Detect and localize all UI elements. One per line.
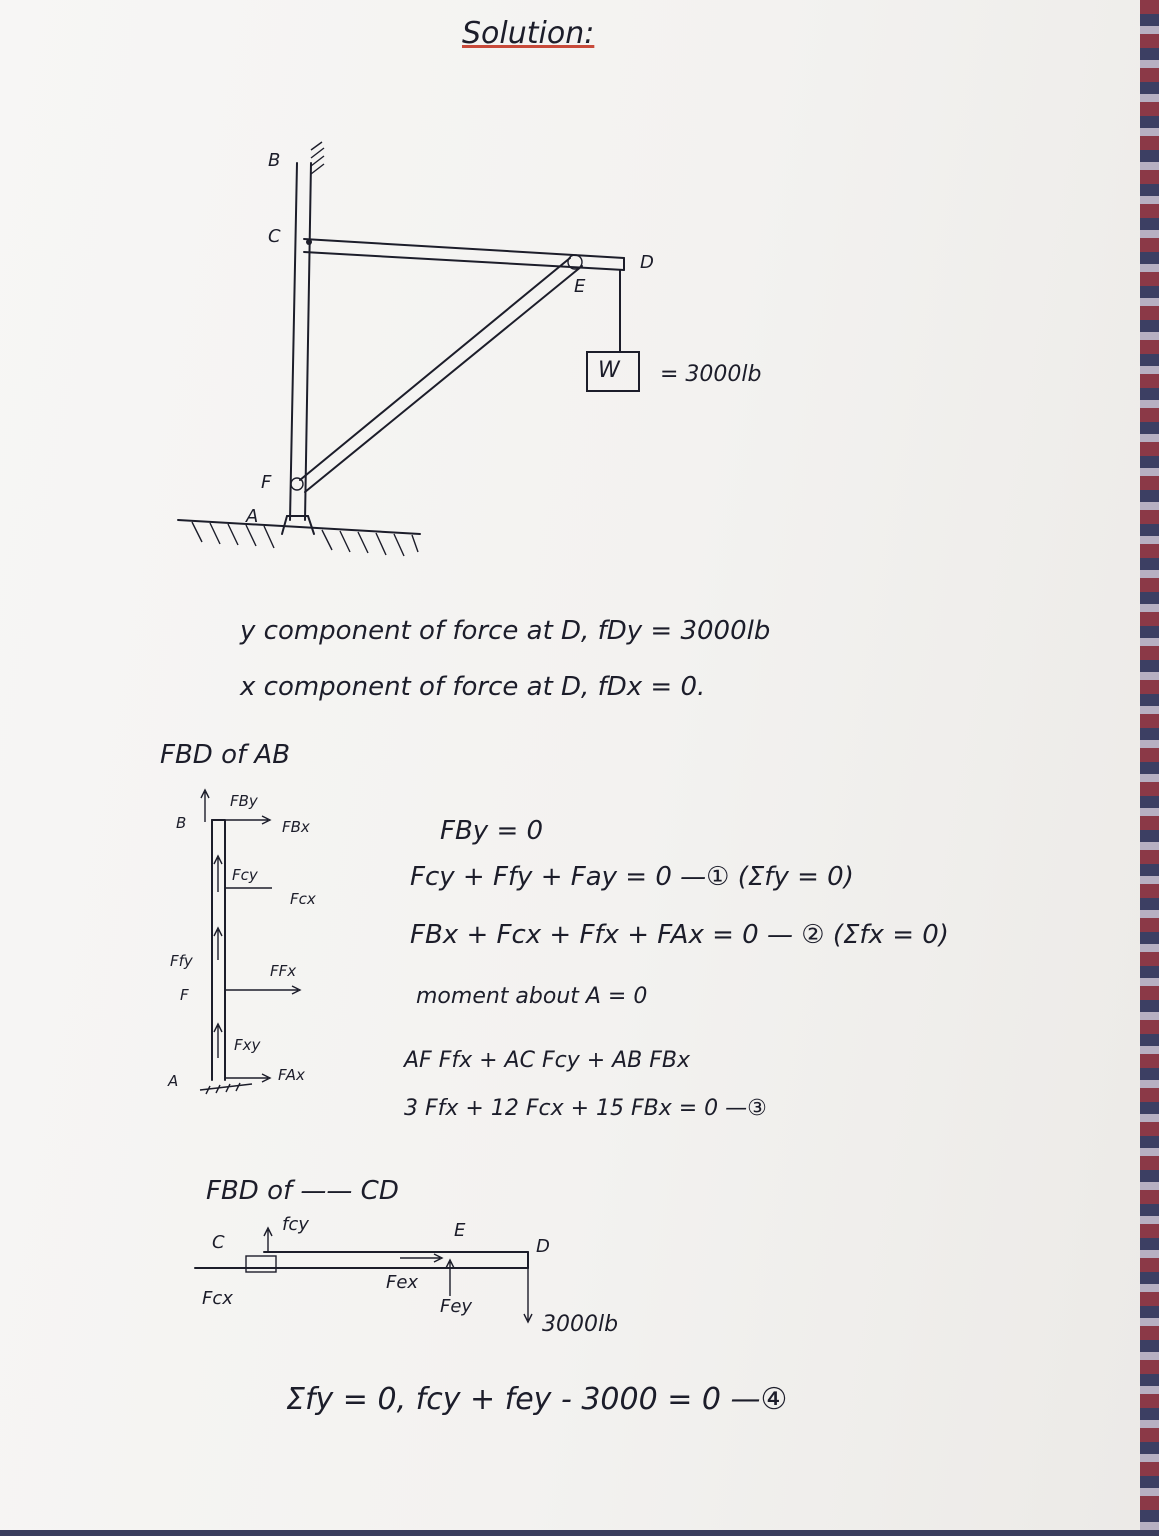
fbx-arrow <box>226 816 270 824</box>
fbd-cd-diagram <box>195 1228 532 1322</box>
label-w: W <box>598 358 620 383</box>
fbd-ab-label-b: B <box>176 814 187 832</box>
fbd-ab-base-hatch <box>200 1083 252 1094</box>
fbd-cd-fey-arrow <box>446 1260 454 1296</box>
post-ab <box>290 163 297 520</box>
component-x-line: x component of force at D, fDx = 0. <box>240 672 706 702</box>
joint-f <box>291 478 303 490</box>
ffy-arrow <box>214 928 222 960</box>
page-heading: Solution: <box>462 16 595 51</box>
fbd-ab-title: FBD of AB <box>160 740 291 770</box>
label-b: B <box>268 150 281 171</box>
moment-statement: moment about A = 0 <box>416 984 648 1009</box>
base-pin <box>282 516 314 534</box>
fbd-cd-load-arrow <box>524 1268 532 1322</box>
equation-fby: FBy = 0 <box>440 816 544 846</box>
fbd-ab-label-fxy: Fxy <box>234 1036 261 1054</box>
fay-arrow <box>214 1024 222 1058</box>
label-e: E <box>574 276 586 297</box>
equation-1: Fcy + Ffy + Fay = 0 —① (Σfy = 0) <box>410 862 854 892</box>
fby-arrow <box>201 790 209 822</box>
component-y-line: y component of force at D, fDy = 3000lb <box>240 616 771 646</box>
fbd-cd-label-fex: Fex <box>386 1272 419 1293</box>
fbd-ab-label-fby: FBy <box>230 792 258 810</box>
fbd-cd-label-fey: Fey <box>440 1296 473 1317</box>
fbd-cd-label-e: E <box>454 1220 466 1241</box>
fbd-ab-label-a: A <box>168 1072 179 1090</box>
label-a: A <box>246 506 259 527</box>
fbd-cd-title: FBD of —— CD <box>206 1176 399 1206</box>
equation-4: Σfy = 0, fcy + fey - 3000 = 0 —④ <box>286 1382 788 1417</box>
load-value: = 3000lb <box>660 362 762 387</box>
equation-3: 3 Ffx + 12 Fcx + 15 FBx = 0 —③ <box>404 1096 767 1121</box>
fbd-ab-label-ffx: FFx <box>270 962 297 980</box>
fbd-cd-label-c: C <box>212 1232 225 1253</box>
fbd-cd-fex-arrow <box>400 1254 442 1262</box>
fbd-cd-fcy-arrow <box>264 1228 272 1252</box>
fbd-ab-label-fbx: FBx <box>282 818 310 836</box>
fbd-cd-pin-c <box>246 1256 276 1272</box>
fbd-cd-label-fcy: fcy <box>282 1214 309 1235</box>
fbd-cd-label-load: 3000lb <box>542 1312 619 1337</box>
label-f: F <box>261 472 272 493</box>
moment-expression: AF Ffx + AC Fcy + AB FBx <box>404 1048 691 1073</box>
joint-c <box>306 239 312 245</box>
post-ab-edge <box>305 163 311 520</box>
ffx-arrow <box>226 986 300 994</box>
fcy-arrow <box>214 856 222 892</box>
equation-2: FBx + Fcx + Ffx + FAx = 0 — ② (Σfx = 0) <box>410 920 949 950</box>
fbd-ab-label-f: F <box>180 986 189 1004</box>
top-support-hatch <box>311 142 324 174</box>
fbd-ab-label-fax: FAx <box>278 1066 305 1084</box>
fbd-ab-label-fcx: Fcx <box>290 890 316 908</box>
fax-arrow <box>226 1074 270 1082</box>
label-d: D <box>640 252 654 273</box>
fbd-ab-label-fcy: Fcy <box>232 866 258 884</box>
frame-diagram <box>178 142 639 556</box>
fbd-cd-label-fcx: Fcx <box>202 1288 233 1309</box>
fbd-cd-label-d: D <box>536 1236 550 1257</box>
brace-fe-edge <box>305 266 582 492</box>
label-c: C <box>268 226 281 247</box>
fbd-ab-label-ffy: Ffy <box>170 952 193 970</box>
brace-fe <box>300 258 570 480</box>
